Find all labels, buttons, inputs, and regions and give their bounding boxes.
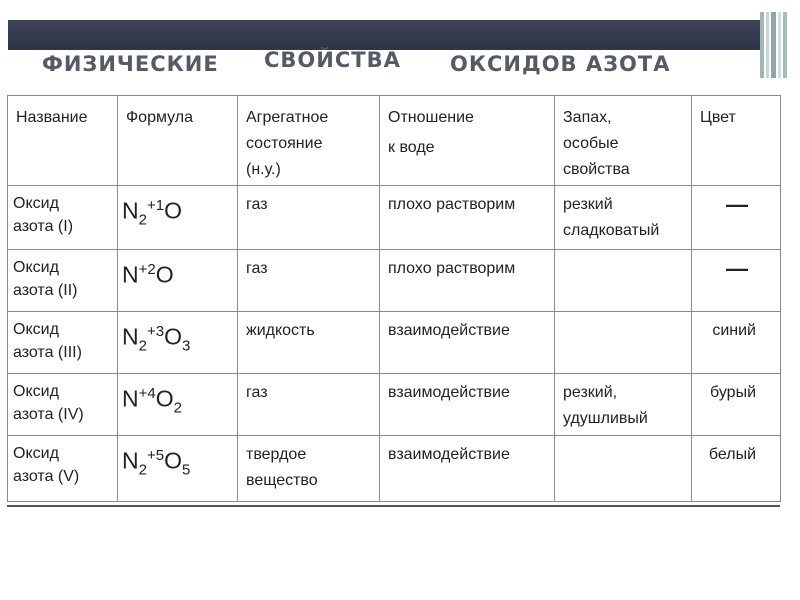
cell-text: азота (III) [13,344,82,361]
formula-element: O [155,261,174,288]
cell-color [692,436,781,502]
cell-text: азота (IV) [13,406,84,423]
formula-element: N [122,323,139,350]
cell-name [8,374,118,436]
formula-oxidation-state: +4 [138,385,156,402]
header-state: Агрегатное состояние (н.у.) [238,96,380,186]
table-header-row [8,96,781,186]
cell-formula [118,186,238,250]
header-water: Отношение к воде [380,96,555,186]
table-row [8,312,781,374]
cell-text: газ [246,260,268,277]
cell-text: Оксид [13,383,59,400]
cell-text: белый [708,446,756,463]
cell-text: удушливый [563,410,648,427]
cell-text: сладковатый [563,222,660,239]
cell-color [692,186,781,250]
cell-state [238,374,380,436]
cell-water [380,186,555,250]
formula-element: O [164,323,182,350]
cell-color [692,374,781,436]
chemical-formula [118,374,237,423]
cell-smell [555,312,692,374]
table-row [8,250,781,312]
formula-subscript: 2 [138,211,147,229]
formula-oxidation-state: +5 [146,447,165,464]
formula-oxidation-state: +3 [146,323,165,340]
cell-text: взаимодействие [388,322,510,339]
formula-element: O [164,447,182,474]
formula-element: N [122,385,139,412]
cell-text: Оксид [13,195,59,212]
cell-text: азота (I) [13,218,74,235]
cell-text: — [726,192,748,217]
cell-text: бурый [710,384,756,401]
cell-text: твердое [246,446,307,463]
cell-smell [555,374,692,436]
formula-element: N [122,197,139,224]
cell-text: азота (V) [13,468,80,485]
table-row [8,436,781,502]
cell-name [8,436,118,502]
formula-subscript: 2 [138,461,147,479]
cell-name [8,312,118,374]
nitrogen-oxides-table [7,95,781,502]
cell-smell [555,250,692,312]
cell-smell [555,186,692,250]
formula-oxidation-state: +1 [146,197,165,214]
cell-text: взаимодействие [388,446,510,463]
formula-element: N [122,447,139,474]
chemical-formula [118,186,237,235]
formula-element: O [155,385,174,412]
cell-color [692,250,781,312]
cell-text: плохо растворим [388,260,516,277]
title-word-2: СВОЙСТВА [264,48,401,72]
cell-state [238,436,380,502]
header-name: Название [8,96,118,186]
cell-formula [118,436,238,502]
header-smell: Запах, особые свойства [555,96,692,186]
title-word-3: ОКСИДОВ АЗОТА [450,52,671,76]
formula-subscript: 2 [173,399,182,417]
cell-state [238,312,380,374]
header-formula: Формула [118,96,238,186]
cell-smell [555,436,692,502]
cell-text: газ [246,196,268,213]
title-word-1: ФИЗИЧЕСКИЕ [42,52,219,76]
cell-formula [118,374,238,436]
cell-text: взаимодействие [388,384,510,401]
oxides-table-container [7,95,781,502]
top-banner-bar [8,20,760,50]
decorative-edge-stripes [760,12,788,78]
table-row [8,374,781,436]
formula-subscript: 2 [138,337,147,355]
formula-oxidation-state: +2 [138,261,156,278]
cell-formula [118,250,238,312]
chemical-formula [118,436,237,485]
cell-color [692,312,781,374]
cell-water [380,312,555,374]
cell-text: жидкость [246,322,315,339]
header-color: Цвет [692,96,781,186]
cell-formula [118,312,238,374]
chemical-formula [118,312,237,361]
cell-water [380,374,555,436]
table-row [8,186,781,250]
cell-text: резкий [563,196,613,213]
formula-element: O [164,197,182,224]
cell-text: Оксид [13,259,59,276]
chemical-formula [118,250,237,290]
cell-name [8,186,118,250]
cell-text: плохо растворим [388,196,516,213]
formula-subscript: 5 [181,461,191,479]
cell-text: вещество [246,472,318,489]
cell-text: азота (II) [13,282,78,299]
cell-water [380,436,555,502]
cell-text: синий [712,322,756,339]
table-bottom-rule [7,505,780,507]
cell-text: — [726,256,748,281]
cell-text: Оксид [13,321,59,338]
cell-text: резкий, [563,384,618,401]
cell-water [380,250,555,312]
cell-state [238,186,380,250]
cell-state [238,250,380,312]
cell-name [8,250,118,312]
cell-text: Оксид [13,445,59,462]
formula-element: N [122,261,139,288]
formula-subscript: 3 [181,337,191,355]
cell-text: газ [246,384,268,401]
